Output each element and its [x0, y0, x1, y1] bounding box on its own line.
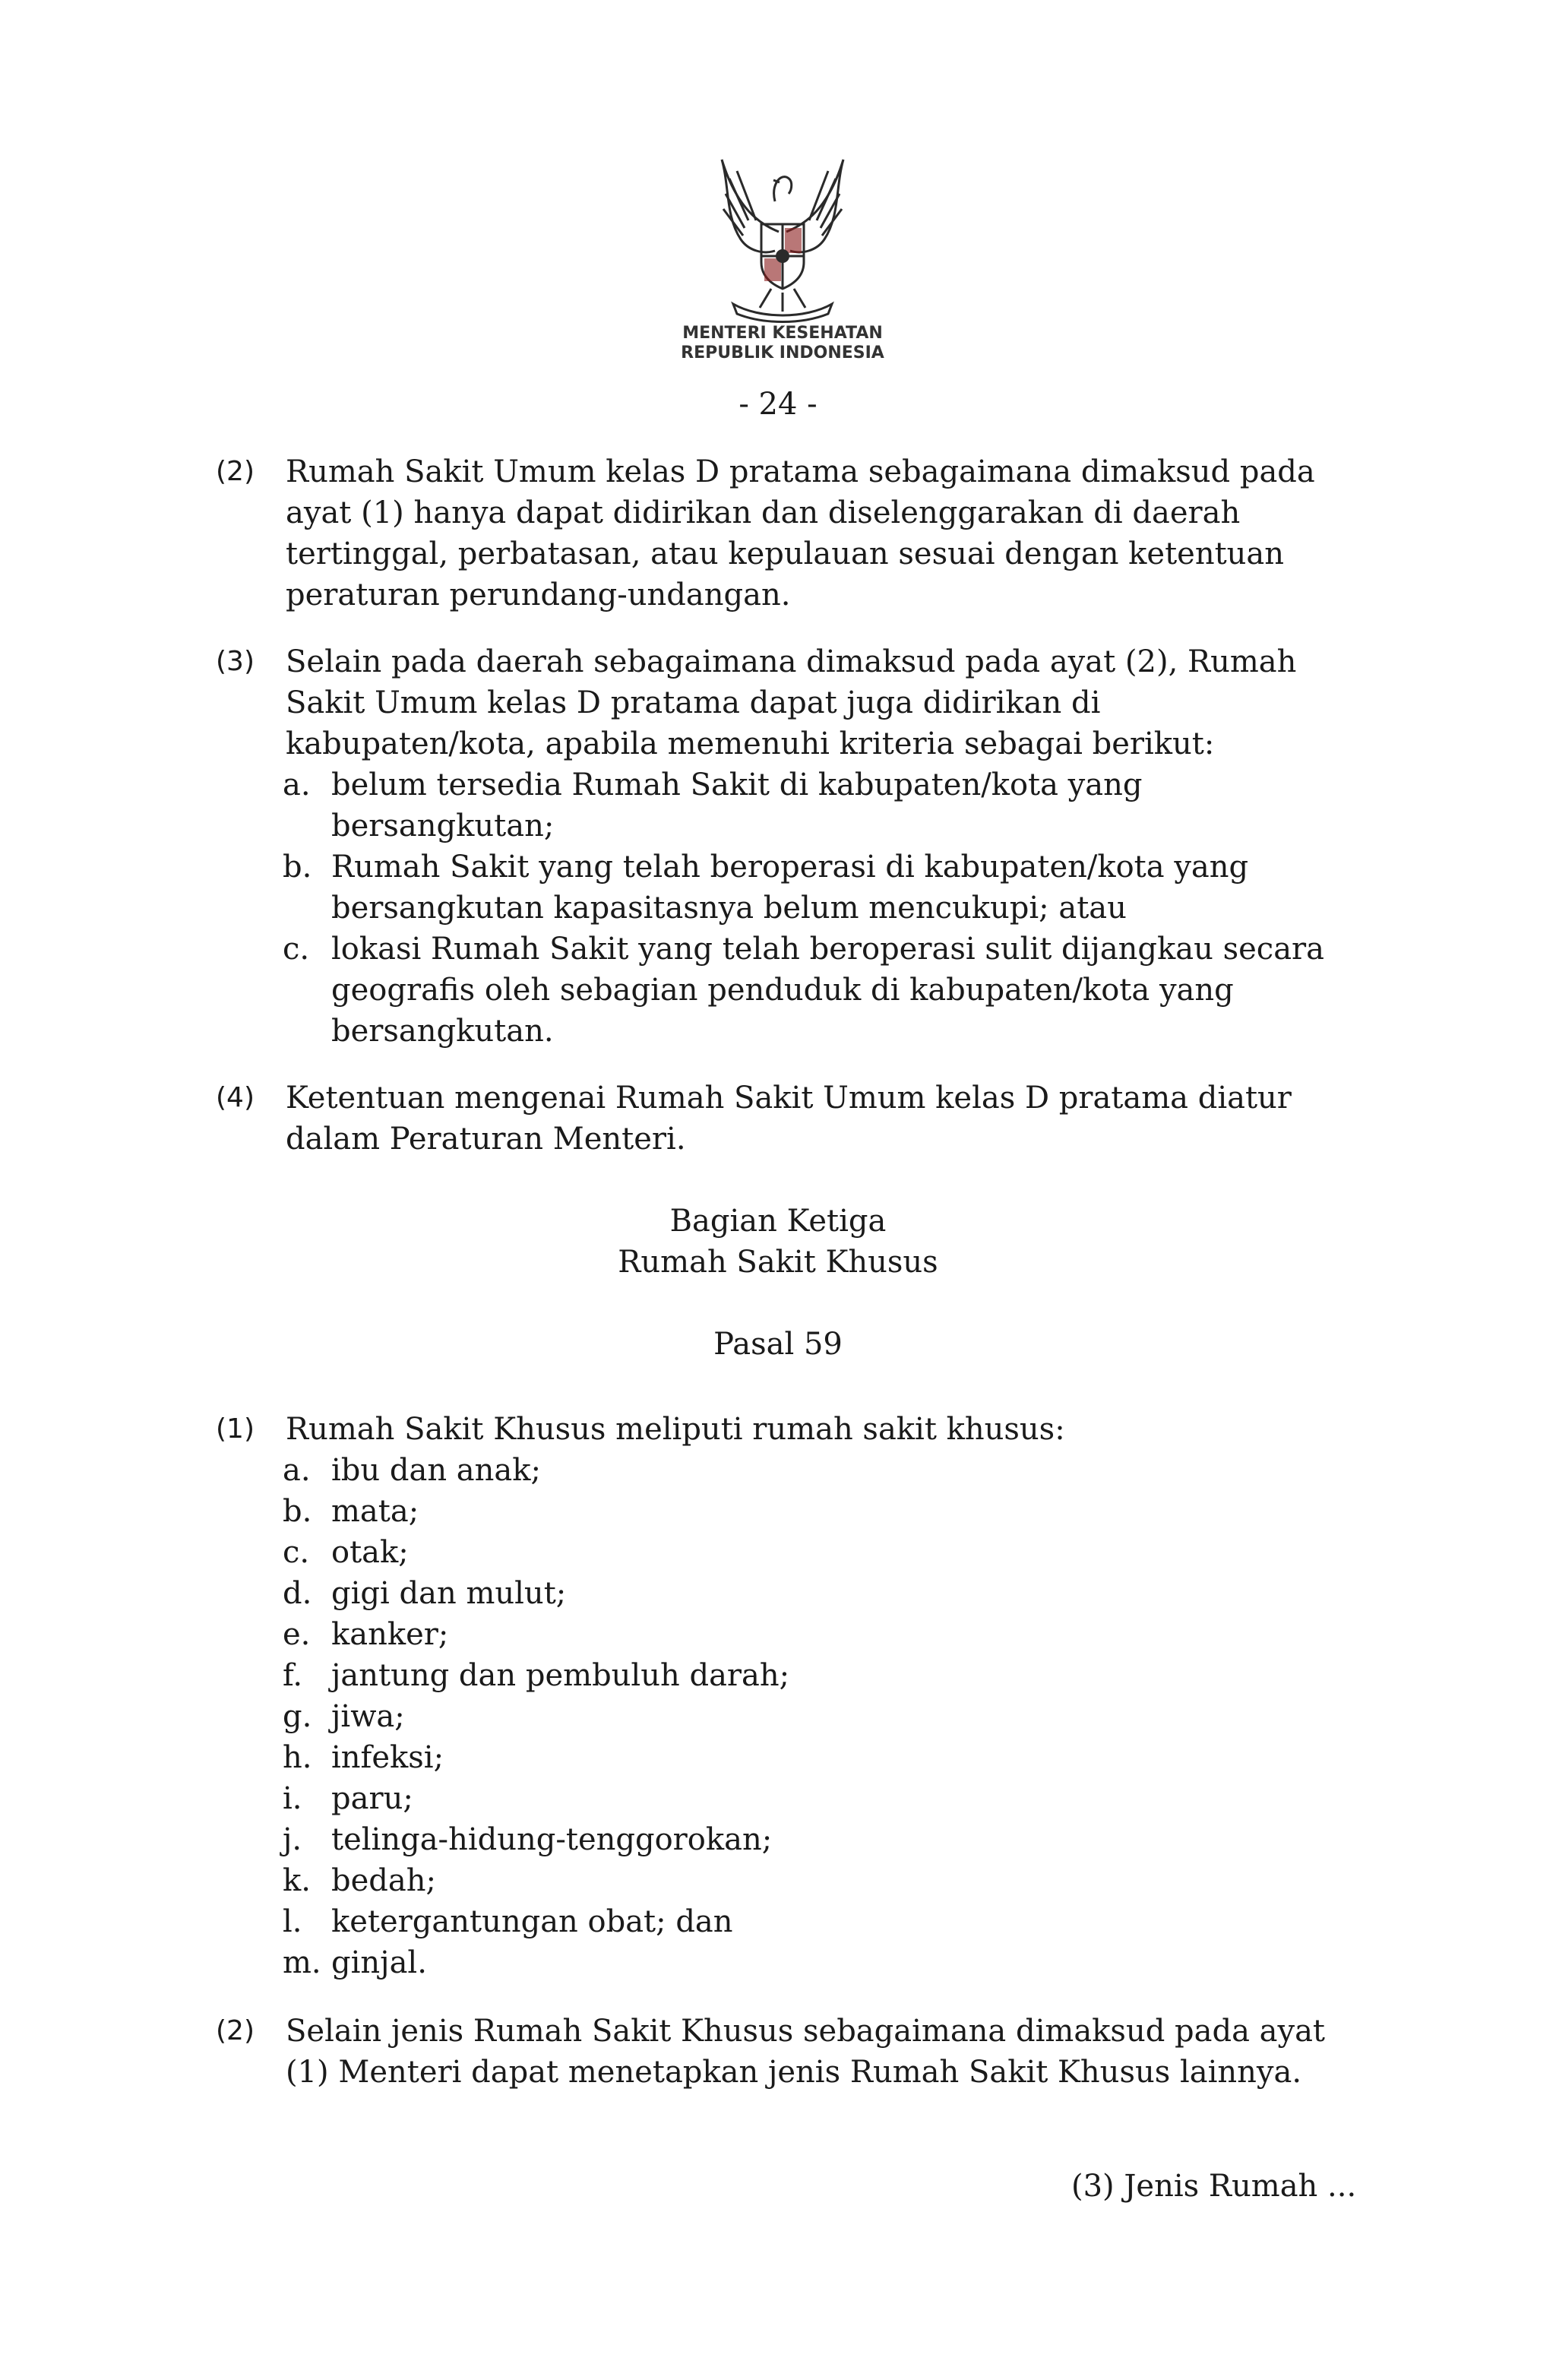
clause-text-line: Selain pada daerah sebagaimana dimaksud pada ayat (2), Rumah — [286, 644, 1297, 679]
list-item: bedah; — [331, 1863, 436, 1898]
list-item: mata; — [331, 1494, 419, 1529]
list-item: ibu dan anak; — [331, 1453, 541, 1488]
list-item-line: Rumah Sakit yang telah beroperasi di kabupaten/kota yang — [331, 850, 1249, 885]
list-item-line: geografis oleh sebagian penduduk di kabupaten/kota yang — [331, 973, 1234, 1008]
clause-number: (1) — [216, 1413, 255, 1445]
list-item: jiwa; — [331, 1699, 405, 1734]
list-marker: l. — [283, 1904, 302, 1939]
clause-text-line: Selain jenis Rumah Sakit Khusus sebagaimana dimaksud pada ayat — [286, 2014, 1326, 2049]
clause-text-line: Ketentuan mengenai Rumah Sakit Umum kelas D pratama diatur — [286, 1081, 1292, 1116]
list-marker: h. — [283, 1740, 312, 1775]
clause-text-line: (1) Menteri dapat menetapkan jenis Rumah Sakit Khusus lainnya. — [286, 2055, 1302, 2090]
page-number: - 24 - — [738, 387, 818, 422]
list-item: infeksi; — [331, 1740, 444, 1775]
list-item: gigi dan mulut; — [331, 1576, 567, 1611]
clause-text-line: tertinggal, perbatasan, atau kepulauan sesuai dengan ketentuan — [286, 536, 1285, 571]
clause-number: (4) — [216, 1082, 255, 1113]
list-marker: m. — [283, 1945, 321, 1980]
list-marker: k. — [283, 1863, 311, 1898]
section-part: Bagian Ketiga — [669, 1204, 887, 1239]
list-marker: g. — [283, 1699, 312, 1734]
clause-text-line: dalam Peraturan Menteri. — [286, 1122, 686, 1157]
list-item: ketergantungan obat; dan — [331, 1904, 733, 1939]
list-marker: j. — [283, 1822, 302, 1857]
page-continuation: (3) Jenis Rumah ... — [1071, 2169, 1357, 2204]
pasal-heading: Pasal 59 — [713, 1327, 843, 1362]
list-marker: f. — [283, 1658, 303, 1693]
clause-text-line: peraturan perundang-undangan. — [286, 578, 791, 612]
list-marker: i. — [283, 1781, 302, 1816]
section-title: Rumah Sakit Khusus — [618, 1245, 938, 1280]
list-item-line: bersangkutan kapasitasnya belum mencukupi; atau — [331, 891, 1127, 926]
clause-text-line: kabupaten/kota, apabila memenuhi kriteria sebagai berikut: — [286, 726, 1215, 761]
clause-number: (3) — [216, 646, 255, 677]
list-marker: a. — [283, 767, 311, 802]
clause-number: (2) — [216, 456, 255, 487]
office-name-line2: REPUBLIK INDONESIA — [681, 343, 884, 362]
clause-text-line: ayat (1) hanya dapat didirikan dan diselenggarakan di daerah — [286, 495, 1241, 530]
office-name-line1: MENTERI KESEHATAN — [682, 324, 883, 343]
list-item: kanker; — [331, 1617, 449, 1652]
list-marker: e. — [283, 1617, 311, 1652]
list-marker: c. — [283, 1535, 310, 1570]
list-item: otak; — [331, 1535, 409, 1570]
clause-text-line: Rumah Sakit Khusus meliputi rumah sakit khusus: — [286, 1412, 1065, 1447]
list-marker: d. — [283, 1576, 312, 1611]
list-marker: b. — [283, 850, 312, 885]
list-marker: a. — [283, 1453, 311, 1488]
garuda-emblem-icon — [707, 148, 859, 323]
clause-text-line: Rumah Sakit Umum kelas D pratama sebagaimana dimaksud pada — [286, 454, 1315, 489]
list-item: paru; — [331, 1781, 413, 1816]
list-item-line: belum tersedia Rumah Sakit di kabupaten/kota yang — [331, 767, 1143, 802]
list-marker: c. — [283, 932, 310, 967]
list-item-line: lokasi Rumah Sakit yang telah beroperasi sulit dijangkau secara — [331, 932, 1325, 967]
list-item: ginjal. — [331, 1945, 427, 1980]
clause-number: (2) — [216, 2015, 255, 2046]
clause-text-line: Sakit Umum kelas D pratama dapat juga didirikan di — [286, 685, 1101, 720]
list-marker: b. — [283, 1494, 312, 1529]
list-item-line: bersangkutan; — [331, 809, 555, 843]
list-item: telinga-hidung-tenggorokan; — [331, 1822, 773, 1857]
list-item-line: bersangkutan. — [331, 1014, 554, 1049]
list-item: jantung dan pembuluh darah; — [331, 1658, 790, 1693]
